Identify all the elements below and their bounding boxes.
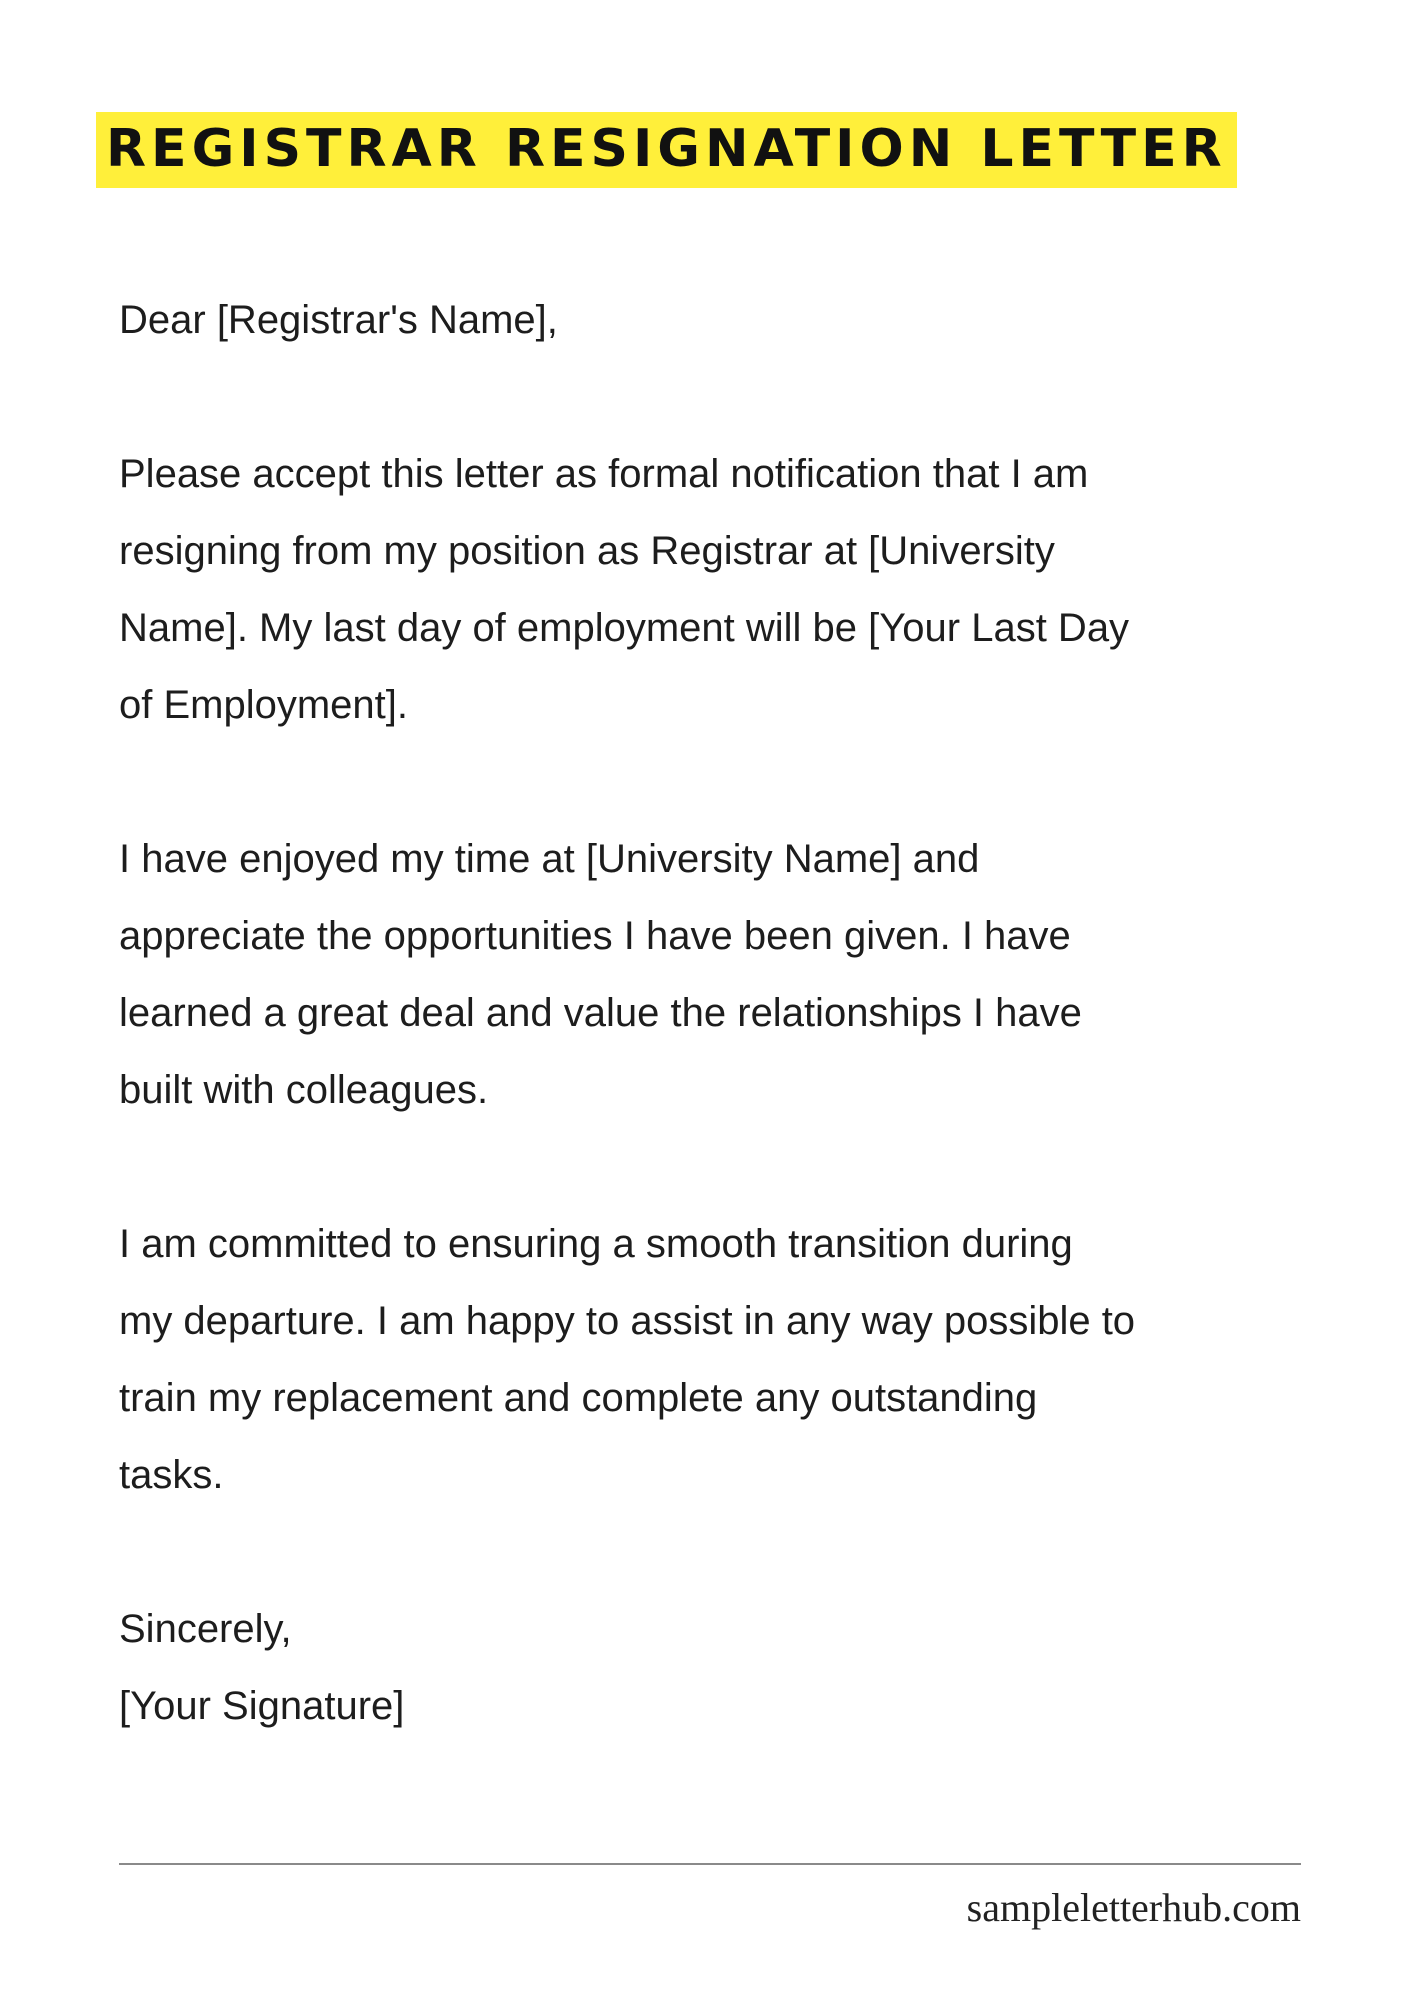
website-footer: sampleletterhub.com (966, 1885, 1301, 1930)
paragraph-line: tasks. (119, 1453, 224, 1497)
letter-body (119, 282, 1359, 1745)
salutation: Dear [Registrar's Name], (119, 298, 558, 342)
paragraph-3 (119, 1206, 1359, 1514)
title-highlight (96, 112, 1237, 188)
paragraph-line: Name]. My last day of employment will be [Your Last Day (119, 606, 1130, 650)
paragraph-line: I am committed to ensuring a smooth transition during (119, 1222, 1073, 1266)
paragraph-line: appreciate the opportunities I have been given. I have (119, 914, 1071, 958)
closing: Sincerely, (119, 1607, 292, 1651)
paragraph-1 (119, 436, 1359, 744)
closing-block (119, 1591, 1359, 1745)
paragraph-line: built with colleagues. (119, 1068, 489, 1112)
signature-placeholder: [Your Signature] (119, 1684, 405, 1728)
paragraph-line: resigning from my position as Registrar at [University (119, 529, 1055, 573)
page-title: REGISTRAR RESIGNATION LETTER (106, 119, 1227, 179)
paragraph-2 (119, 821, 1359, 1129)
paragraph-line: my departure. I am happy to assist in any way possible to (119, 1299, 1136, 1343)
paragraph-line: learned a great deal and value the relationships I have (119, 991, 1082, 1035)
paragraph-line: of Employment]. (119, 683, 409, 727)
paragraph-line: Please accept this letter as formal notification that I am (119, 452, 1089, 496)
paragraph-line: train my replacement and complete any outstanding (119, 1376, 1038, 1420)
footer-divider (119, 1863, 1301, 1865)
paragraph-line: I have enjoyed my time at [University Name] and (119, 837, 980, 881)
